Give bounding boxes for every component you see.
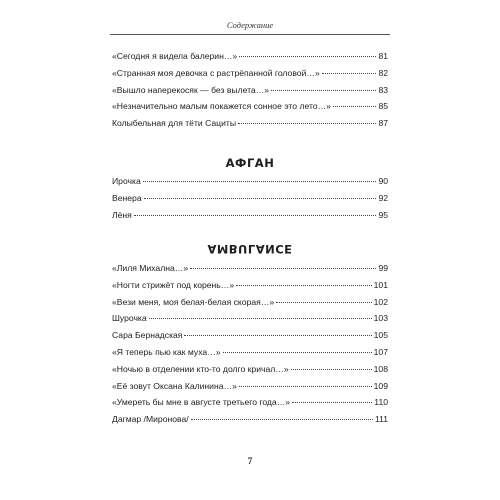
dot-leader <box>223 351 372 353</box>
toc-entry-page: 109 <box>373 380 388 391</box>
dot-leader <box>292 401 372 403</box>
dot-leader <box>276 301 372 303</box>
toc-group-1 <box>112 51 388 135</box>
toc-entry-title: Венера <box>112 192 142 203</box>
toc-entry-title: «Умереть бы мне в августе третьего года…» <box>112 397 291 408</box>
toc-entry[interactable] <box>112 364 388 381</box>
toc-entry-page: 110 <box>374 397 388 408</box>
toc-entry[interactable] <box>112 68 388 85</box>
toc-entry-page: 101 <box>373 279 388 290</box>
toc-entry-title: Шурочка <box>112 313 147 324</box>
dot-leader <box>190 267 376 269</box>
dot-leader <box>239 55 376 57</box>
toc-entry[interactable] <box>112 297 388 314</box>
dot-leader <box>184 334 371 336</box>
toc-group-afghan <box>112 176 388 226</box>
toc-entry-page: 107 <box>373 346 388 357</box>
toc-entry-title: «Странная моя девочка с растрёпанной головой…» <box>112 67 320 78</box>
dot-leader <box>236 284 372 286</box>
toc-entry[interactable] <box>112 176 388 193</box>
dot-leader <box>291 368 372 370</box>
dot-leader <box>322 72 377 74</box>
toc-entry-page: 102 <box>373 296 388 307</box>
toc-entry[interactable] <box>112 118 388 135</box>
toc-entry-title: Колыбельная для тёти Сациты <box>112 118 236 129</box>
toc-entry-title: «Ночью в отделении кто-то долго кричал…» <box>112 363 289 374</box>
page-number: 7 <box>247 456 253 466</box>
toc-entry-page: 90 <box>378 176 388 186</box>
toc-entry[interactable] <box>112 101 388 118</box>
toc-entry[interactable] <box>112 313 388 330</box>
toc-entry-title: Лёня <box>112 209 132 220</box>
running-head: Содержание <box>226 20 274 30</box>
toc-entry-page: 85 <box>378 101 388 112</box>
section-title-afghan: АФГАН <box>225 156 275 170</box>
toc-entry-page: 83 <box>378 84 388 95</box>
toc-entry[interactable] <box>112 193 388 210</box>
dot-leader <box>333 105 376 107</box>
dot-leader <box>143 180 377 182</box>
header-rule <box>110 34 390 35</box>
toc-entry-page: 99 <box>378 263 388 273</box>
toc-entry-title: «Ногти стрижёт под корень…» <box>112 279 235 290</box>
toc-entry-title: «Сегодня я видела балерин…» <box>112 51 238 61</box>
toc-entry-title: «Я теперь пью как муха…» <box>112 346 221 357</box>
toc-group-ambulance <box>112 263 388 431</box>
toc-entry[interactable] <box>112 330 388 347</box>
toc-entry-page: 81 <box>378 51 388 61</box>
toc-entry-title: «Вышло наперекосяк — без вылета…» <box>112 84 270 95</box>
dot-leader <box>238 122 376 124</box>
toc-entry[interactable] <box>112 397 388 414</box>
toc-entry-title: Сара Бернадская <box>112 330 183 341</box>
toc-entry[interactable] <box>112 280 388 297</box>
dot-leader <box>149 317 372 319</box>
toc-entry-title: Дагмар /Миронова/ <box>112 414 189 425</box>
toc-entry[interactable] <box>112 263 388 280</box>
toc-entry[interactable] <box>112 347 388 364</box>
toc-entry-title: «Лиля Михална…» <box>112 263 189 273</box>
toc-entry-title: «Её зовут Оксана Калинина…» <box>112 380 237 391</box>
toc-entry-title: Ирочка <box>112 176 141 186</box>
toc-entry[interactable] <box>112 85 388 102</box>
toc-entry[interactable] <box>112 381 388 398</box>
dot-leader <box>134 214 377 216</box>
toc-entry-page: 105 <box>373 330 388 341</box>
dot-leader <box>144 197 377 199</box>
toc-entry-title: «Вези меня, моя белая-белая скорая…» <box>112 296 275 307</box>
toc-entry-page: 103 <box>373 313 388 324</box>
toc-entry-title: «Незначительно малым покажется сонное это лето…» <box>112 101 331 112</box>
dot-leader <box>271 89 376 91</box>
toc-entry-page: 82 <box>378 67 388 78</box>
section-title-ambulance <box>112 242 388 256</box>
toc-entry-page: 95 <box>378 209 388 220</box>
toc-entry-page: 92 <box>378 192 388 203</box>
toc-entry[interactable] <box>112 51 388 68</box>
toc-entry[interactable] <box>112 414 388 431</box>
toc-entry[interactable] <box>112 210 388 227</box>
toc-entry-page: 111 <box>374 414 388 425</box>
ambulance-title-text: AMBULANCE <box>207 242 293 256</box>
dot-leader <box>191 418 373 420</box>
toc-entry-page: 87 <box>378 118 388 129</box>
dot-leader <box>239 385 372 387</box>
toc-entry-page: 108 <box>373 363 388 374</box>
